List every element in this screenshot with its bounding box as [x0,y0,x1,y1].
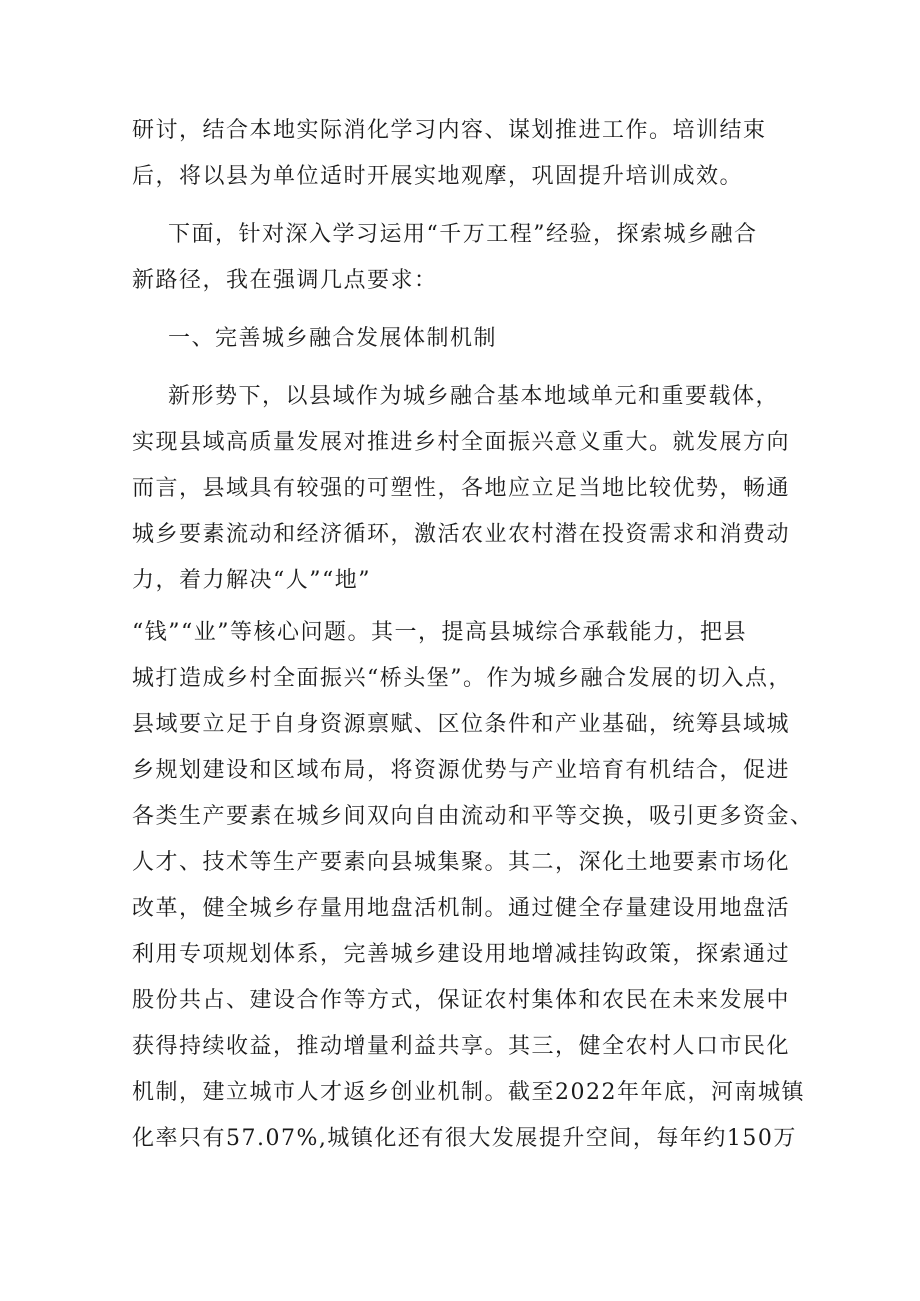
paragraph-line-14: 乡规划建设和区域布局，将资源优势与产业培育有机结合，促进 [132,758,791,783]
paragraph-line-16: 人才、技术等生产要素向县城集聚。其二，深化土地要素市场化 [132,850,791,875]
paragraph-line-11: “钱”“业”等核心问题。其一，提高县城综合承载能力，把县 [132,620,747,645]
paragraph-line-22: 化率只有57.07%,城镇化还有很大发展提升空间，每年约150万 [132,1126,797,1151]
paragraph-line-3: 下面，针对深入学习运用“千万工程”经验，探索城乡融合 [168,222,758,247]
paragraph-line-4: 新路径，我在强调几点要求： [132,268,438,293]
paragraph-line-1: 研讨，结合本地实际消化学习内容、谋划推进工作。培训结束 [132,118,767,143]
paragraph-line-9: 城乡要素流动和经济循环，激活农业农村潜在投资需求和消费动 [132,522,791,547]
paragraph-line-17: 改革，健全城乡存量用地盘活机制。通过健全存量建设用地盘活 [132,896,791,921]
paragraph-line-6: 新形势下，以县域作为城乡融合基本地域单元和重要载体， [168,384,780,409]
paragraph-line-21: 机制，建立城市人才返乡创业机制。截至2022年年底，河南城镇 [132,1080,805,1105]
paragraph-line-2: 后，将以县为单位适时开展实地观摩，巩固提升培训成效。 [132,164,744,189]
paragraph-line-20: 获得持续收益，推动增量利益共享。其三，健全农村人口市民化 [132,1034,791,1059]
paragraph-line-15: 各类生产要素在城乡间双向自由流动和平等交换，吸引更多资金、 [132,804,814,829]
paragraph-line-19: 股份共占、建设合作等方式，保证农村集体和农民在未来发展中 [132,988,791,1013]
paragraph-line-12: 城打造成乡村全面振兴“桥头堡”。作为城乡融合发展的切入点， [132,666,792,691]
paragraph-line-8: 而言，县域具有较强的可塑性，各地应立足当地比较优势，畅通 [132,476,791,501]
section-heading-1: 一、完善城乡融合发展体制机制 [168,326,498,351]
paragraph-line-10: 力，着力解决“人”“地” [132,568,371,593]
paragraph-line-13: 县域要立足于自身资源禀赋、区位条件和产业基础，统筹县域城 [132,712,791,737]
paragraph-line-18: 利用专项规划体系，完善城乡建设用地增减挂钩政策，探索通过 [132,942,791,967]
paragraph-line-7: 实现县域高质量发展对推进乡村全面振兴意义重大。就发展方向 [132,430,791,455]
